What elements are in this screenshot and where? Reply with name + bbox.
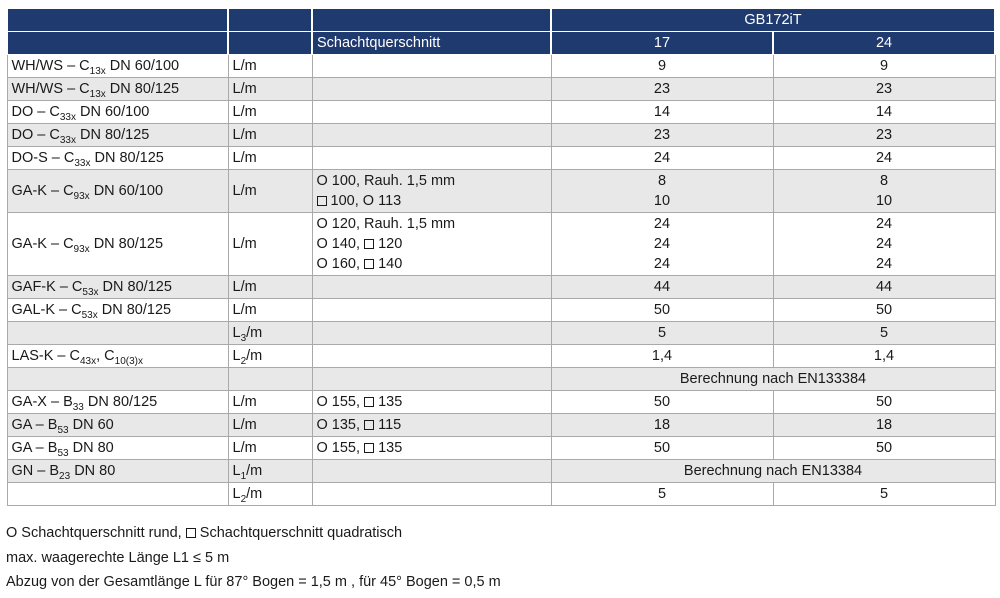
square-icon: [186, 528, 196, 538]
table-row: [7, 276, 995, 299]
text: O 155,: [316, 440, 365, 456]
text: DN 80: [70, 463, 116, 479]
shaft-cell: [312, 101, 551, 124]
value: 8: [879, 173, 889, 189]
table-row: [7, 391, 995, 414]
system-cell: [7, 213, 228, 276]
system-cell: [7, 55, 228, 78]
value-24-cell: [773, 345, 995, 368]
footnote-max-length: max. waagerechte Länge L1 ≤ 5 m: [6, 549, 230, 566]
shaft-cell: [312, 368, 551, 391]
value: 24: [875, 216, 893, 232]
value-24-cell: [773, 101, 995, 124]
text: L: [232, 325, 241, 341]
text: L/m: [232, 127, 257, 143]
footnote-text: O Schachtquerschnitt rund,: [6, 525, 186, 541]
value-24-cell: [773, 414, 995, 437]
system-cell: [7, 368, 228, 391]
header-shaft: Schachtquerschnitt: [312, 32, 551, 55]
shaft-cell: [312, 55, 551, 78]
value-17-cell: [551, 437, 773, 460]
text: 115: [374, 417, 402, 433]
subscript: 23: [59, 471, 71, 482]
text: L: [232, 486, 241, 502]
system-cell: [7, 124, 228, 147]
footnote-text: Schachtquerschnitt quadratisch: [195, 525, 403, 541]
value-24-cell: [773, 437, 995, 460]
value-24-cell: [773, 299, 995, 322]
subscript: 43x: [80, 356, 97, 367]
header-row-columns: [7, 32, 995, 55]
text: GA – B: [11, 440, 58, 456]
table-row: [7, 345, 995, 368]
text: L/m: [232, 302, 257, 318]
system-cell: [7, 345, 228, 368]
subscript: 53: [57, 425, 69, 436]
system-cell: [7, 276, 228, 299]
header-product: GB172iT: [551, 9, 995, 32]
square-icon: [364, 239, 374, 249]
text: DN 80: [68, 440, 114, 456]
value: 24: [653, 256, 671, 272]
table-row: [7, 414, 995, 437]
text: L: [232, 463, 241, 479]
system-cell: [7, 101, 228, 124]
text: GAL-K – C: [11, 302, 82, 318]
value: 8: [657, 173, 667, 189]
value: 50: [653, 302, 671, 318]
unit-cell: [228, 391, 312, 414]
unit-cell: [228, 213, 312, 276]
header-size-24: 24: [773, 32, 995, 55]
value-24-cell: [773, 55, 995, 78]
text: DN 80/125: [75, 127, 150, 143]
text: 135: [374, 440, 403, 456]
footnotes: [6, 521, 501, 595]
value-17-cell: [551, 391, 773, 414]
system-cell: [7, 78, 228, 101]
value: 1,4: [651, 348, 673, 364]
table-row: [7, 213, 995, 276]
text: L/m: [232, 150, 257, 166]
subscript: 33x: [74, 158, 91, 169]
value-24-cell: [773, 170, 995, 213]
unit-cell: [228, 483, 312, 506]
text: O 140,: [316, 236, 365, 252]
subscript: 33x: [59, 135, 76, 146]
value: 14: [653, 104, 671, 120]
value-17-cell: [551, 213, 773, 276]
value: 10: [875, 193, 893, 209]
value: 5: [657, 325, 667, 341]
text: GN – B: [11, 463, 60, 479]
unit-cell: [228, 147, 312, 170]
system-cell: [7, 170, 228, 213]
text: L/m: [232, 236, 257, 252]
shaft-line: [317, 234, 547, 254]
system-cell: [7, 299, 228, 322]
calculation-cell: [551, 460, 995, 483]
value: 5: [879, 486, 889, 502]
text: GA – B: [11, 417, 58, 433]
text: DN 80/125: [89, 236, 164, 252]
text: O 135,: [316, 417, 365, 433]
shaft-cell: [312, 170, 551, 213]
value-24-cell: [773, 276, 995, 299]
text: /m: [246, 325, 263, 341]
value: 10: [653, 193, 671, 209]
table-row: [7, 483, 995, 506]
value-17-cell: [551, 55, 773, 78]
text: DO-S – C: [11, 150, 75, 166]
shaft-cell: [312, 213, 551, 276]
square-icon: [364, 443, 374, 453]
subscript: 53x: [81, 310, 98, 321]
text: DN 60/100: [105, 58, 180, 74]
text: L/m: [232, 104, 257, 120]
text: GA-K – C: [11, 183, 74, 199]
shaft-cell: [312, 437, 551, 460]
system-cell: [7, 391, 228, 414]
subscript: 33x: [59, 112, 76, 123]
table-row: [7, 299, 995, 322]
text: LAS-K – C: [11, 348, 80, 364]
calculation-note: Berechnung nach EN133384: [679, 371, 867, 387]
value: 24: [875, 256, 893, 272]
shaft-cell: [312, 414, 551, 437]
value: 24: [653, 150, 671, 166]
value-17-cell: [551, 124, 773, 147]
value: 1,4: [873, 348, 895, 364]
value: 18: [875, 417, 893, 433]
value: 23: [875, 81, 893, 97]
text: 140: [374, 256, 403, 272]
value-17-cell: [551, 322, 773, 345]
value: 50: [875, 394, 893, 410]
text: O 155,: [316, 394, 365, 410]
table-row: [7, 78, 995, 101]
shaft-line: [317, 191, 547, 211]
text: DN 80/125: [90, 150, 164, 166]
value: 9: [879, 58, 889, 74]
table-row: [7, 147, 995, 170]
value-17-cell: [551, 483, 773, 506]
subscript: 2: [240, 356, 247, 367]
subscript: 93x: [73, 191, 90, 202]
square-icon: [364, 397, 374, 407]
value-17-cell: [551, 170, 773, 213]
text: , C: [96, 348, 115, 364]
text: /m: [246, 348, 263, 364]
unit-cell: [228, 414, 312, 437]
text: L/m: [232, 394, 257, 410]
text: O 100, Rauh. 1,5 mm: [316, 173, 456, 189]
shaft-line: [317, 254, 547, 274]
text: GAF-K – C: [11, 279, 83, 295]
system-cell: [7, 147, 228, 170]
value-17-cell: [551, 299, 773, 322]
value-17-cell: [551, 101, 773, 124]
flue-length-table: [6, 8, 996, 506]
value: 14: [875, 104, 893, 120]
text: WH/WS – C: [11, 81, 90, 97]
shaft-cell: [312, 78, 551, 101]
value-17-cell: [551, 414, 773, 437]
text: GA-K – C: [11, 236, 74, 252]
value: 5: [879, 325, 889, 341]
table-row: [7, 170, 995, 213]
shaft-line: [317, 171, 547, 191]
value-24-cell: [773, 213, 995, 276]
text: /m: [246, 486, 263, 502]
text: GA-X – B: [11, 394, 73, 410]
value-17-cell: [551, 147, 773, 170]
footnote-bend-deduction: Abzug von der Gesamtlänge L für 87° Bogen = 1,5 m , für 45° Bogen = 0,5 m: [6, 574, 501, 590]
table-row: [7, 101, 995, 124]
shaft-cell: [312, 322, 551, 345]
table-row: [7, 368, 995, 391]
shaft-cell: [312, 391, 551, 414]
text: DN 60/100: [89, 183, 164, 199]
footnote-shaft-shape: [6, 521, 501, 546]
shaft-cell: [312, 124, 551, 147]
shaft-cell: [312, 460, 551, 483]
text: 120: [374, 236, 403, 252]
shaft-cell: [312, 483, 551, 506]
subscript: 2: [240, 494, 247, 505]
subscript: 33: [72, 402, 84, 413]
value: 9: [657, 58, 667, 74]
value: 23: [875, 127, 893, 143]
value-24-cell: [773, 78, 995, 101]
header-cell-empty: [7, 32, 228, 55]
text: DN 60: [68, 417, 114, 433]
header-size-17: 17: [551, 32, 773, 55]
value: 50: [653, 440, 671, 456]
unit-cell: [228, 78, 312, 101]
unit-cell: [228, 276, 312, 299]
value: 50: [875, 302, 893, 318]
text: L: [232, 348, 241, 364]
text: L/m: [232, 183, 257, 199]
header-cell-empty: [312, 9, 551, 32]
text: DO – C: [11, 127, 60, 143]
text: DN 80/125: [105, 81, 180, 97]
header-cell-empty: [7, 9, 228, 32]
subscript: 53: [57, 448, 69, 459]
value-24-cell: [773, 124, 995, 147]
text: WH/WS – C: [11, 58, 90, 74]
value: 24: [653, 236, 671, 252]
subscript: 13x: [89, 89, 106, 100]
subscript: 13x: [89, 66, 106, 77]
table-row: [7, 460, 995, 483]
text: L/m: [232, 58, 257, 74]
shaft-line: [317, 214, 547, 234]
value-24-cell: [773, 147, 995, 170]
header-row-product: [7, 9, 995, 32]
text: 135: [374, 394, 403, 410]
unit-cell: [228, 368, 312, 391]
unit-cell: [228, 124, 312, 147]
value: 50: [653, 394, 671, 410]
value: 23: [653, 81, 671, 97]
text: DN 80/125: [97, 302, 172, 318]
system-cell: [7, 483, 228, 506]
unit-cell: [228, 437, 312, 460]
table-row: [7, 55, 995, 78]
subscript: 10(3)x: [114, 356, 144, 367]
value: 23: [653, 127, 671, 143]
shaft-cell: [312, 147, 551, 170]
unit-cell: [228, 170, 312, 213]
text: /m: [246, 463, 263, 479]
text: DN 80/125: [98, 279, 172, 295]
text: O 120, Rauh. 1,5 mm: [316, 216, 456, 232]
value: 24: [875, 150, 893, 166]
text: L/m: [232, 417, 257, 433]
value-24-cell: [773, 391, 995, 414]
shaft-cell: [312, 276, 551, 299]
text: L/m: [232, 81, 257, 97]
unit-cell: [228, 55, 312, 78]
table-row: [7, 437, 995, 460]
header-cell-empty: [228, 32, 312, 55]
unit-cell: [228, 299, 312, 322]
subscript: 1: [240, 471, 247, 482]
text: L/m: [232, 279, 257, 295]
value: 5: [657, 486, 667, 502]
text: 100, O 113: [326, 193, 402, 209]
system-cell: [7, 414, 228, 437]
subscript: 53x: [82, 287, 99, 298]
unit-cell: [228, 101, 312, 124]
square-icon: [364, 420, 374, 430]
value-24-cell: [773, 483, 995, 506]
system-cell: [7, 437, 228, 460]
unit-cell: [228, 322, 312, 345]
shaft-cell: [312, 299, 551, 322]
text: DN 60/100: [75, 104, 150, 120]
unit-cell: [228, 460, 312, 483]
value-17-cell: [551, 276, 773, 299]
value: 50: [875, 440, 893, 456]
text: L/m: [232, 440, 257, 456]
value: 44: [875, 279, 893, 295]
text: DN 80/125: [83, 394, 158, 410]
value-17-cell: [551, 78, 773, 101]
text: O 160,: [316, 256, 365, 272]
value: 24: [875, 236, 893, 252]
system-cell: [7, 322, 228, 345]
value-24-cell: [773, 322, 995, 345]
square-icon: [317, 196, 327, 206]
calculation-note: Berechnung nach EN13384: [683, 463, 863, 479]
square-icon: [364, 259, 374, 269]
value: 44: [653, 279, 671, 295]
table-row: [7, 124, 995, 147]
value-17-cell: [551, 345, 773, 368]
shaft-cell: [312, 345, 551, 368]
calculation-cell: [551, 368, 995, 391]
table-row: [7, 322, 995, 345]
value: 18: [653, 417, 671, 433]
text: DO – C: [11, 104, 60, 120]
subscript: 3: [240, 333, 247, 344]
subscript: 93x: [73, 244, 90, 255]
unit-cell: [228, 345, 312, 368]
value: 24: [653, 216, 671, 232]
system-cell: [7, 460, 228, 483]
header-cell-empty: [228, 9, 312, 32]
